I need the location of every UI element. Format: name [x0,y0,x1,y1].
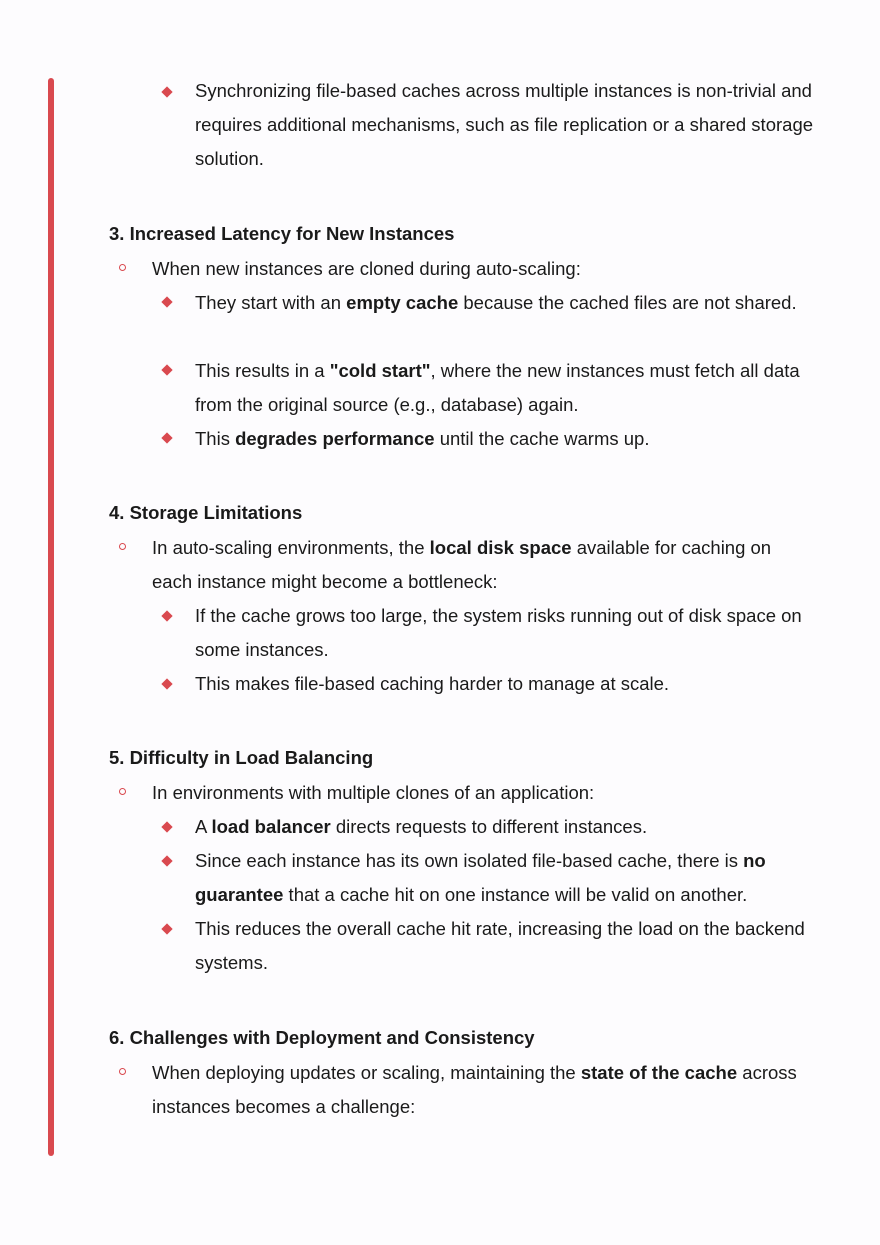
section-heading: 5. Difficulty in Load Balancing [109,747,374,768]
list-item: This degrades performance until the cache warms up. [195,428,650,449]
diamond-bullet-icon [161,364,172,375]
list-item: When new instances are cloned during auto-scaling: [152,258,581,279]
list-item: They start with an empty cache because the cached files are not shared. [195,292,797,313]
circle-bullet-icon [119,264,126,271]
list-item: A load balancer directs requests to different instances. [195,816,648,837]
list-item: In auto-scaling environments, the local disk space available for caching on each instance might become a bottleneck: [152,537,772,592]
list-item: Since each instance has its own isolated file-based cache, there is no guarantee that a cache hit on one instance will be valid on another. [195,850,766,905]
diamond-bullet-icon [161,821,172,832]
diamond-bullet-icon [161,296,172,307]
list-item: This results in a "cold start", where the new instances must fetch all data from the original source (e.g., database) again. [195,360,800,415]
list-item: If the cache grows too large, the system risks running out of disk space on some instances. [195,605,802,660]
diamond-bullet-icon [161,432,172,443]
diamond-bullet-icon [161,86,172,97]
list-item: This makes file-based caching harder to manage at scale. [195,673,670,694]
diamond-bullet-icon [161,923,172,934]
diamond-bullet-icon [161,855,172,866]
accent-bar [48,78,54,1156]
section-heading: 6. Challenges with Deployment and Consistency [109,1027,535,1048]
section-heading: 4. Storage Limitations [109,502,303,523]
diamond-bullet-icon [161,678,172,689]
circle-bullet-icon [119,1068,126,1075]
section-heading: 3. Increased Latency for New Instances [109,223,455,244]
list-item: When deploying updates or scaling, maintaining the state of the cache across instances becomes a challenge: [152,1062,797,1117]
list-item: This reduces the overall cache hit rate, increasing the load on the backend systems. [195,918,805,973]
list-item: In environments with multiple clones of an application: [152,782,595,803]
circle-bullet-icon [119,788,126,795]
circle-bullet-icon [119,543,126,550]
list-item: Synchronizing file-based caches across multiple instances is non-trivial and requires additional mechanisms, such as file replication or a shared storage solution. [195,80,814,169]
diamond-bullet-icon [161,610,172,621]
